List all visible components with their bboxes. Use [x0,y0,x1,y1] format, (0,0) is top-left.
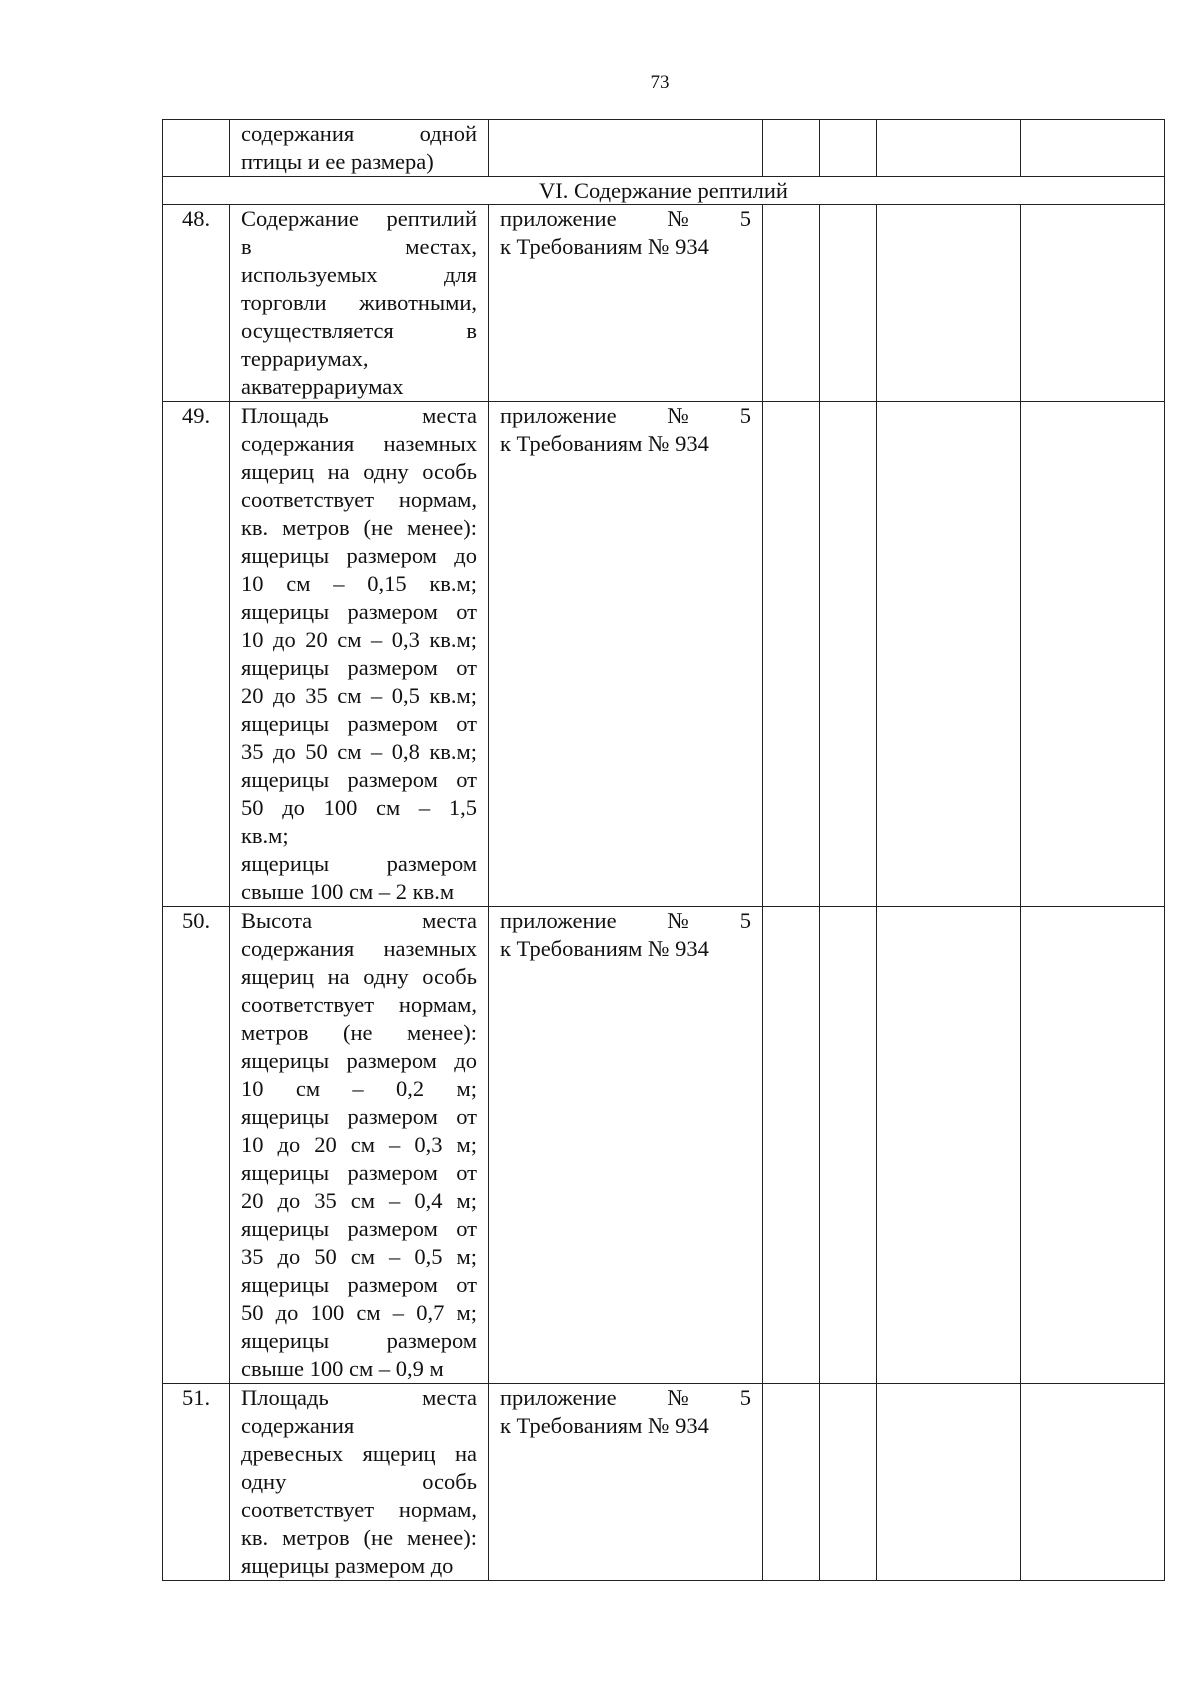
requirement-line: Площадь места [241,403,477,428]
reference-line: к Требованиям № 934 [500,234,709,259]
requirement-line: одну особь [241,1469,477,1494]
table-row [163,1384,1165,1581]
requirement-cell [230,205,489,402]
reference-line: к Требованиям № 934 [500,936,709,961]
empty-cell [763,1384,820,1581]
requirement-line: свыше 100 см – 0,9 м [241,1356,444,1381]
requirement-line: содержания наземных [241,431,477,456]
reference-cell [489,1384,763,1581]
section-heading: VI. Содержание рептилий [163,177,1165,205]
requirement-line: соответствует нормам, [241,1497,477,1522]
requirement-line: 50 до 100 см – 0,7 м; [241,1300,477,1325]
requirement-line: свыше 100 см – 2 кв.м [241,879,455,904]
requirement-line: 35 до 50 см – 0,8 кв.м; [241,739,477,764]
requirement-line: ящерицы размером от [241,599,477,624]
empty-cell [877,120,1021,177]
requirement-line: соответствует нормам, [241,992,477,1017]
section-heading-row [163,177,1165,205]
requirement-line: ящерицы размером от [241,767,477,792]
requirement-cell [230,907,489,1384]
empty-cell [1021,205,1165,402]
reference-word: № [667,206,689,231]
reference-word: № [667,1385,689,1410]
requirement-line: кв. метров (не менее): [241,515,477,540]
row-number-cell [163,120,230,177]
requirement-cell [230,402,489,907]
reference-word: приложение [500,1385,617,1410]
requirement-line: ящерицы размером от [241,655,477,680]
empty-cell [877,1384,1021,1581]
reference-word: 5 [739,403,751,428]
empty-cell [1021,1384,1165,1581]
reference-word: приложение [500,206,617,231]
requirement-line: ящерицы размером до [241,1048,477,1073]
requirement-line: ящерицы размером от [241,1216,477,1241]
row-number-cell: 50. [163,907,230,1384]
reference-cell [489,205,763,402]
requirement-line: кв. метров (не менее): [241,1525,477,1550]
reference-word: № [667,908,689,933]
empty-cell [820,1384,877,1581]
reference-line: к Требованиям № 934 [500,431,709,456]
requirement-line: метров (не менее): [241,1020,477,1045]
reference-word: 5 [739,206,751,231]
empty-cell [1021,907,1165,1384]
reference-line: к Требованиям № 934 [500,1413,709,1438]
requirement-line: ящерицы размером до [241,543,477,568]
requirement-line: Площадь места [241,1385,477,1410]
page-number: 73 [650,72,670,93]
empty-cell [877,402,1021,907]
reference-word: приложение [500,908,617,933]
empty-cell [763,402,820,907]
requirement-line: 10 до 20 см – 0,3 м; [241,1132,477,1157]
requirement-line: осуществляется в [241,318,477,343]
requirement-line: ящерицы размером до [241,1553,454,1578]
empty-cell [820,120,877,177]
reference-word: 5 [739,908,751,933]
requirement-line: птицы и ее размера) [241,149,434,174]
empty-cell [1021,120,1165,177]
table-row [163,205,1165,402]
requirement-line: ящерицы размером [241,851,477,876]
requirement-line: в местах, [241,234,477,259]
requirement-line: акватеррариумах [241,374,404,399]
table-row [163,402,1165,907]
empty-cell [763,120,820,177]
requirement-line: содержания одной [241,121,477,146]
requirement-line: 10 см – 0,2 м; [241,1076,477,1101]
requirement-line: ящерицы размером [241,1328,477,1353]
requirement-line: 20 до 35 см – 0,5 кв.м; [241,683,477,708]
reference-cell [489,907,763,1384]
requirement-line: ящерицы размером от [241,1160,477,1185]
requirement-line: ящериц на одну особь [241,459,477,484]
reference-word: № [667,403,689,428]
requirement-line: Содержание рептилий [241,206,477,231]
requirement-line: ящериц на одну особь [241,964,477,989]
requirement-line: 50 до 100 см – 1,5 [241,795,477,820]
requirement-line: содержания наземных [241,936,477,961]
requirement-line: террариумах, [241,346,369,371]
requirement-line: Высота места [241,908,477,933]
table-row-continued [163,120,1165,177]
requirement-line: 20 до 35 см – 0,4 м; [241,1188,477,1213]
empty-cell [820,205,877,402]
requirement-line: 35 до 50 см – 0,5 м; [241,1244,477,1269]
empty-cell [877,907,1021,1384]
reference-cell [489,402,763,907]
empty-cell [763,907,820,1384]
empty-cell [877,205,1021,402]
empty-cell [820,907,877,1384]
requirement-line: соответствует нормам, [241,487,477,512]
requirement-line: ящерицы размером от [241,1104,477,1129]
requirement-line: 10 см – 0,15 кв.м; [241,571,477,596]
requirement-line: ящерицы размером от [241,1272,477,1297]
row-number-cell: 48. [163,205,230,402]
empty-cell [820,402,877,907]
requirement-line: используемых для [241,262,477,287]
requirement-line: древесных ящериц на [241,1441,477,1466]
requirement-cell [230,120,489,177]
reference-cell [489,120,763,177]
table-row [163,907,1165,1384]
requirement-line: 10 до 20 см – 0,3 кв.м; [241,627,477,652]
requirement-line: торговли животными, [241,290,477,315]
reference-word: 5 [739,1385,751,1410]
reference-word: приложение [500,403,617,428]
row-number-cell: 51. [163,1384,230,1581]
checklist-table [162,119,1165,1581]
requirement-line: содержания [241,1413,355,1438]
requirement-line: кв.м; [241,823,289,848]
empty-cell [763,205,820,402]
requirement-cell [230,1384,489,1581]
requirement-line: ящерицы размером от [241,711,477,736]
empty-cell [1021,402,1165,907]
row-number-cell: 49. [163,402,230,907]
